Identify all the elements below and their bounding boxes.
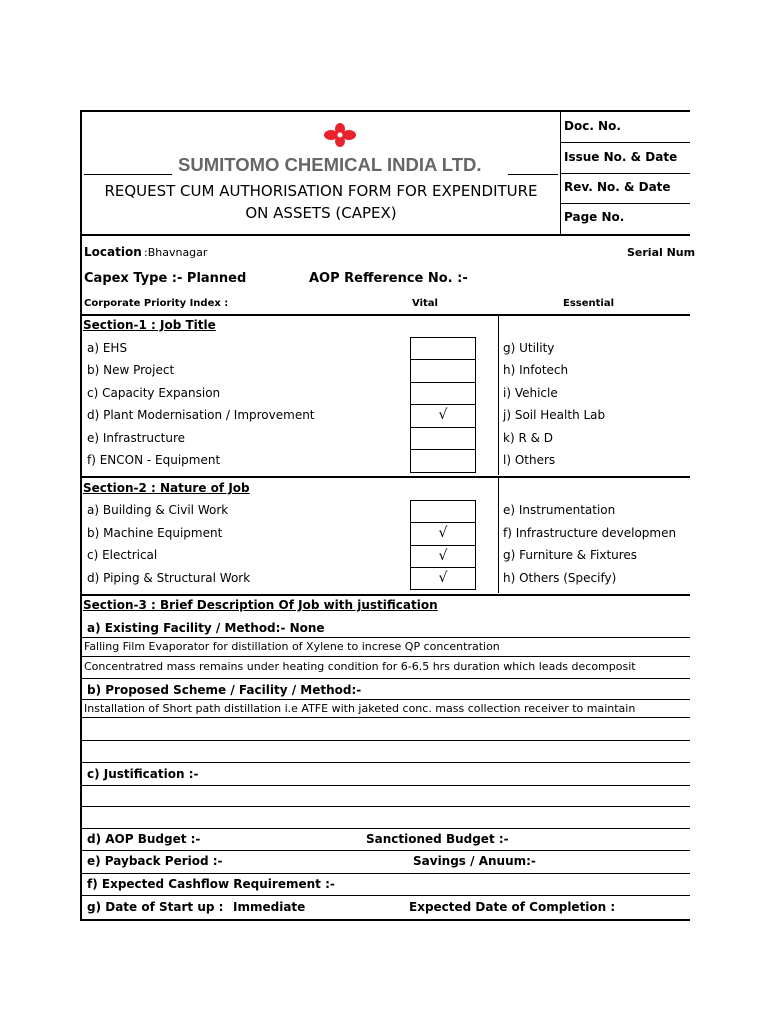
- proposed-scheme-line: Installation of Short path distillation i.e ATFE with jaketed conc. mass collection receiver to maintain: [84, 702, 636, 715]
- nature-item: b) Machine Equipment: [87, 526, 223, 540]
- row-line: [81, 873, 690, 874]
- form-title-line2: ON ASSETS (CAPEX): [245, 204, 397, 222]
- checkbox-divider: [410, 359, 476, 360]
- job-title-item: f) ENCON - Equipment: [87, 453, 221, 467]
- company-name: SUMITOMO CHEMICAL INDIA LTD.: [178, 154, 482, 175]
- job-title-item: j) Soil Health Lab: [503, 408, 606, 422]
- doc-row-line: [560, 142, 690, 143]
- row-line: [81, 717, 690, 718]
- serial-number-label: Serial Num: [627, 246, 696, 259]
- existing-facility-line: Concentratred mass remains under heating condition for 6-6.5 hrs duration which leads decomposit: [84, 660, 636, 673]
- sumitomo-logo-icon: [323, 122, 357, 148]
- row-line: [81, 740, 690, 741]
- header-bottom-line: [80, 234, 690, 236]
- checkbox-divider: [410, 427, 476, 428]
- job-title-item: k) R & D: [503, 431, 554, 445]
- start-up-date-value: Immediate: [233, 900, 306, 914]
- border-bottom: [80, 919, 690, 921]
- checkbox-divider: [410, 404, 476, 405]
- doc-no-label: Doc. No.: [564, 119, 621, 133]
- job-title-item: e) Infrastructure: [87, 431, 185, 445]
- savings-label: Savings / Anuum:-: [413, 854, 536, 868]
- section3-heading: Section-3 : Brief Description Of Job with justification: [83, 598, 438, 612]
- checkbox-divider: [410, 545, 476, 546]
- job-title-item: l) Others: [503, 453, 556, 467]
- section2-divider: [498, 477, 499, 593]
- nature-tick[interactable]: √: [438, 525, 448, 541]
- cashflow-label: f) Expected Cashflow Requirement :-: [87, 877, 335, 891]
- priority-vital: Vital: [412, 298, 438, 309]
- checkbox-divider: [410, 382, 476, 383]
- justification-label: c) Justification :-: [87, 767, 199, 781]
- row-line: [81, 762, 690, 763]
- job-title-item: a) EHS: [87, 341, 128, 355]
- section3-top-line: [80, 594, 690, 596]
- row-line: [81, 850, 690, 851]
- company-underline-left: [84, 174, 172, 175]
- nature-tick[interactable]: √: [438, 548, 448, 564]
- row-line: [81, 895, 690, 896]
- checkbox-divider: [410, 567, 476, 568]
- priority-essential: Essential: [563, 298, 615, 309]
- company-underline-right: [508, 174, 558, 175]
- job-title-item: i) Vehicle: [503, 386, 558, 400]
- nature-item: g) Furniture & Fixtures: [503, 548, 638, 562]
- nature-item: c) Electrical: [87, 548, 158, 562]
- location-label: Location: [84, 245, 142, 259]
- section1-top-line: [80, 314, 690, 316]
- start-up-date-label: g) Date of Start up :: [87, 900, 224, 914]
- nature-item: h) Others (Specify): [503, 571, 617, 585]
- issue-no-label: Issue No. & Date: [564, 150, 678, 164]
- proposed-scheme-label: b) Proposed Scheme / Facility / Method:-: [87, 683, 362, 697]
- existing-facility-label: a) Existing Facility / Method:- None: [87, 621, 325, 635]
- row-line: [81, 678, 690, 679]
- location-value: :Bhavnagar: [144, 246, 208, 259]
- page-no-label: Page No.: [564, 210, 625, 224]
- nature-item: a) Building & Civil Work: [87, 503, 229, 517]
- section1-divider: [498, 315, 499, 475]
- section2-top-line: [80, 476, 690, 478]
- existing-facility-line: Falling Film Evaporator for distillation of Xylene to increse QP concentration: [84, 640, 500, 653]
- job-title-item: c) Capacity Expansion: [87, 386, 221, 400]
- doc-row-line: [560, 173, 690, 174]
- nature-item: f) Infrastructure developmen: [503, 526, 677, 540]
- form-title-line1: REQUEST CUM AUTHORISATION FORM FOR EXPENDITURE: [104, 182, 538, 200]
- priority-index-label: Corporate Priority Index :: [84, 298, 229, 309]
- nature-tick[interactable]: √: [438, 570, 448, 586]
- job-title-item: h) Infotech: [503, 363, 569, 377]
- section1-heading: Section-1 : Job Title: [83, 318, 216, 332]
- rev-no-label: Rev. No. & Date: [564, 180, 671, 194]
- sanctioned-budget-label: Sanctioned Budget :-: [366, 832, 509, 846]
- aop-budget-label: d) AOP Budget :-: [87, 832, 201, 846]
- capex-type: Capex Type :- Planned: [84, 271, 247, 286]
- job-title-checkbox-column[interactable]: [410, 337, 476, 473]
- job-title-item: g) Utility: [503, 341, 555, 355]
- checkbox-divider: [410, 522, 476, 523]
- job-title-item: b) New Project: [87, 363, 175, 377]
- doc-row-line: [560, 203, 690, 204]
- payback-period-label: e) Payback Period :-: [87, 854, 223, 868]
- row-line: [81, 699, 690, 700]
- checkbox-divider: [410, 449, 476, 450]
- border-left: [80, 110, 82, 920]
- row-line: [81, 785, 690, 786]
- nature-item: d) Piping & Structural Work: [87, 571, 251, 585]
- border-top: [80, 110, 690, 112]
- completion-date-label: Expected Date of Completion :: [409, 900, 616, 914]
- section2-heading: Section-2 : Nature of Job: [83, 481, 250, 495]
- aop-reference: AOP Refference No. :-: [309, 271, 468, 286]
- row-line: [81, 806, 690, 807]
- row-line: [81, 828, 690, 829]
- job-title-item: d) Plant Modernisation / Improvement: [87, 408, 315, 422]
- job-title-tick[interactable]: √: [438, 407, 448, 423]
- row-line: [81, 656, 690, 657]
- row-line: [81, 637, 690, 638]
- nature-item: e) Instrumentation: [503, 503, 616, 517]
